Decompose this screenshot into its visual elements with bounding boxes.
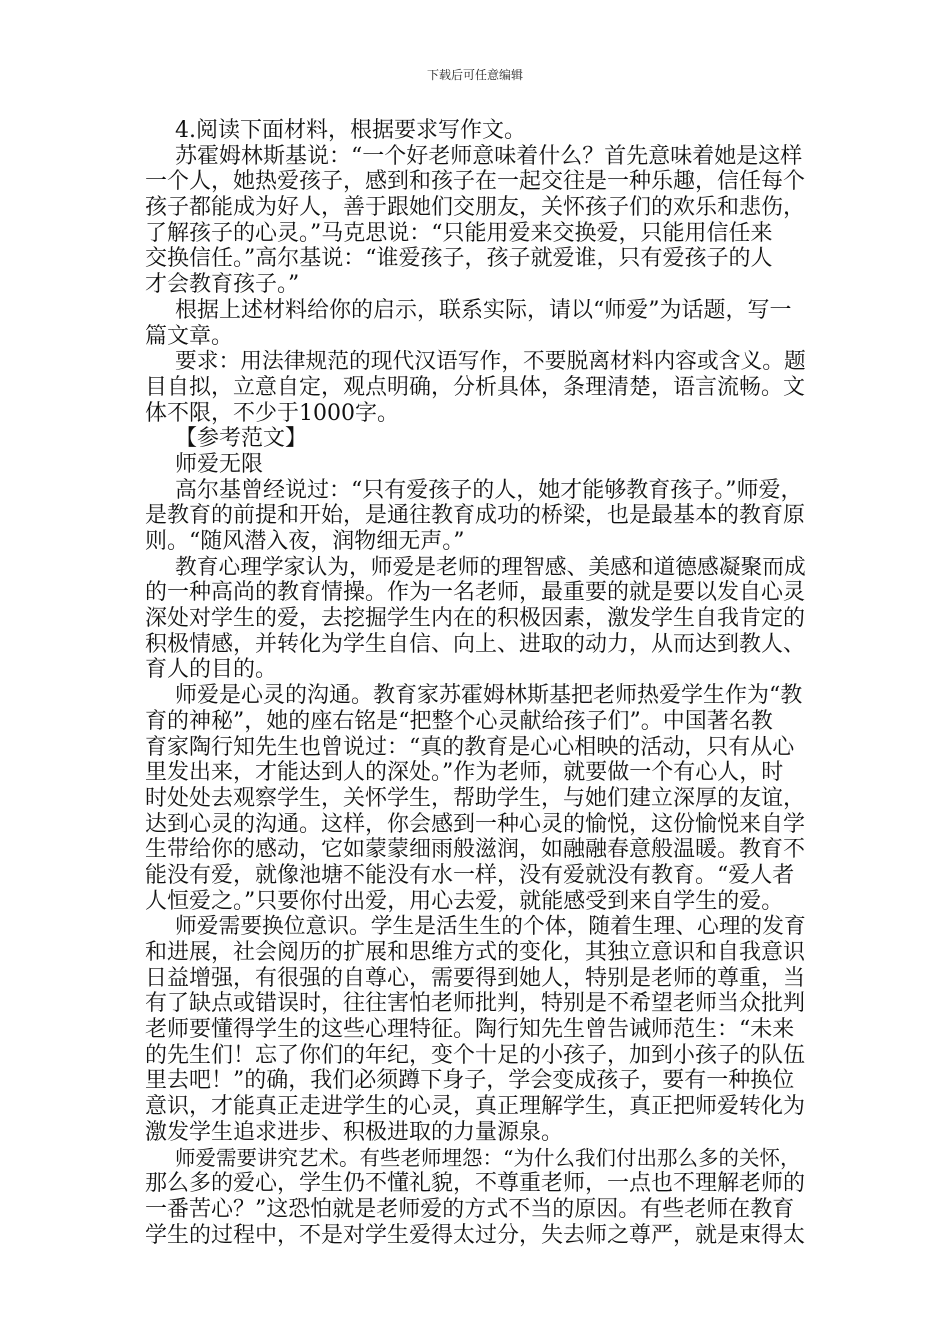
text-line: 根据上述材料给你的启示，联系实际，请以“师爱”为话题，写一 <box>175 297 792 323</box>
text-line: 能没有爱，就像池塘不能没有水一样，没有爱就没有教育。“爱人者 <box>145 862 795 888</box>
text-line: 育的神秘”，她的座右铭是“把整个心灵献给孩子们”。中国著名教 <box>145 708 773 734</box>
text-line: 师爱是心灵的沟通。教育家苏霍姆林斯基把老师热爱学生作为“教 <box>175 683 803 709</box>
text-line: 深处对学生的爱，去挖掘学生内在的积极因素，激发学生自我肯定的 <box>145 606 806 632</box>
text-line: 育家陶行知先生也曾说过：“真的教育是心心相映的活动，只有从心 <box>145 734 795 760</box>
text-line: 篇文章。 <box>145 323 234 349</box>
text-line: 体不限，不少于1000字。 <box>145 400 399 426</box>
text-line: 了解孩子的心灵。”马克思说：“只能用爱来交换爱，只能用信任来 <box>145 220 773 246</box>
text-line: 师爱需要换位意识。学生是活生生的个体，随着生理、心理的发育 <box>175 914 806 940</box>
text-line: 才会教育孩子。” <box>145 272 300 298</box>
text-line: 一番苦心？”这恐怕就是老师爱的方式不当的原因。有些老师在教育 <box>145 1196 795 1222</box>
text-line: 里去吧！”的确，我们必须蹲下身子，学会变成孩子，要有一种换位 <box>145 1068 795 1094</box>
text-line: 激发学生追求进步、积极进取的力量源泉。 <box>145 1119 564 1145</box>
text-line: 教育心理学家认为，师爱是老师的理智感、美感和道德感凝聚而成 <box>175 554 806 580</box>
text-line: 意识，才能真正走进学生的心灵，真正理解学生，真正把师爱转化为 <box>145 1094 806 1120</box>
text-line: 和进展，社会阅历的扩展和思维方式的变化，其独立意识和自我意识 <box>145 940 806 965</box>
text-line: 【参考范文】 <box>175 426 308 452</box>
text-line: 有了缺点或错误时，往往害怕老师批判，特别是不希望老师当众批判 <box>145 991 806 1017</box>
text-line: 学生的过程中，不是对学生爱得太过分，失去师之尊严，就是束得太 <box>145 1222 806 1248</box>
text-line: 的一种高尚的教育情操。作为一名老师，最重要的就是要以发自心灵 <box>145 580 806 606</box>
text-line: 目自拟，立意自定，观点明确，分析具体，条理清楚，语言流畅。文 <box>145 374 806 400</box>
text-line: 是教育的前提和开始，是通往教育成功的桥梁，也是最基本的教育原 <box>145 503 806 529</box>
text-line: 日益增强，有很强的自尊心，需要得到她人，特别是老师的尊重，当 <box>145 965 806 991</box>
text-line: 育人的目的。 <box>145 657 278 683</box>
text-line: 苏霍姆林斯基说：“一个好老师意味着什么？首先意味着她是这样 <box>175 143 803 169</box>
text-line: 4.阅读下面材料，根据要求写作文。 <box>175 118 526 143</box>
text-line: 时处处去观察学生，关怀学生，帮助学生，与她们建立深厚的友谊， <box>145 785 806 811</box>
text-line: 里发出来，才能达到人的深处。”作为老师，就要做一个有心人，时 <box>145 760 784 786</box>
text-line: 师爱无限 <box>175 451 264 477</box>
document-body <box>145 118 807 1248</box>
text-line: 师爱需要讲究艺术。有些老师埋怨：“为什么我们付出那么多的关怀， <box>175 1145 801 1170</box>
text-line: 孩子都能成为好人，善于跟她们交朋友，关怀孩子们的欢乐和悲伤， <box>145 195 806 221</box>
text-line: 那么多的爱心，学生仍不懂礼貌，不尊重老师，一点也不理解老师的 <box>145 1171 806 1197</box>
text-line: 交换信任。”高尔基说：“谁爱孩子，孩子就爱谁，只有爱孩子的人 <box>145 246 773 272</box>
text-line: 人恒爱之。”只要你付出爱，用心去爱，就能感受到来自学生的爱。 <box>145 888 784 914</box>
text-line: 则。“随风潜入夜，润物细无声。” <box>145 529 465 554</box>
text-line: 达到心灵的沟通。这样，你会感到一种心灵的愉悦，这份愉悦来自学 <box>145 811 806 837</box>
text-line: 积极情感，并转化为学生自信、向上、进取的动力，从而达到教人、 <box>145 631 806 657</box>
text-line: 生带给你的感动，它如蒙蒙细雨般滋润，如融融春意般温暖。教育不 <box>145 837 806 863</box>
text-line: 一个人，她热爱孩子，感到和孩子在一起交往是一种乐趣，信任每个 <box>145 169 806 195</box>
text-line: 要求：用法律规范的现代汉语写作，不要脱离材料内容或含义。题 <box>175 349 806 375</box>
text-line: 老师要懂得学生的这些心理特征。陶行知先生曾告诫师范生：“未来 <box>145 1017 795 1043</box>
page-header: 下载后可任意编辑 <box>426 68 523 82</box>
text-line: 的先生们！忘了你们的年纪，变个十足的小孩子，加到小孩子的队伍 <box>145 1042 806 1068</box>
text-line: 高尔基曾经说过：“只有爱孩子的人，她才能够教育孩子。”师爱， <box>175 477 803 503</box>
